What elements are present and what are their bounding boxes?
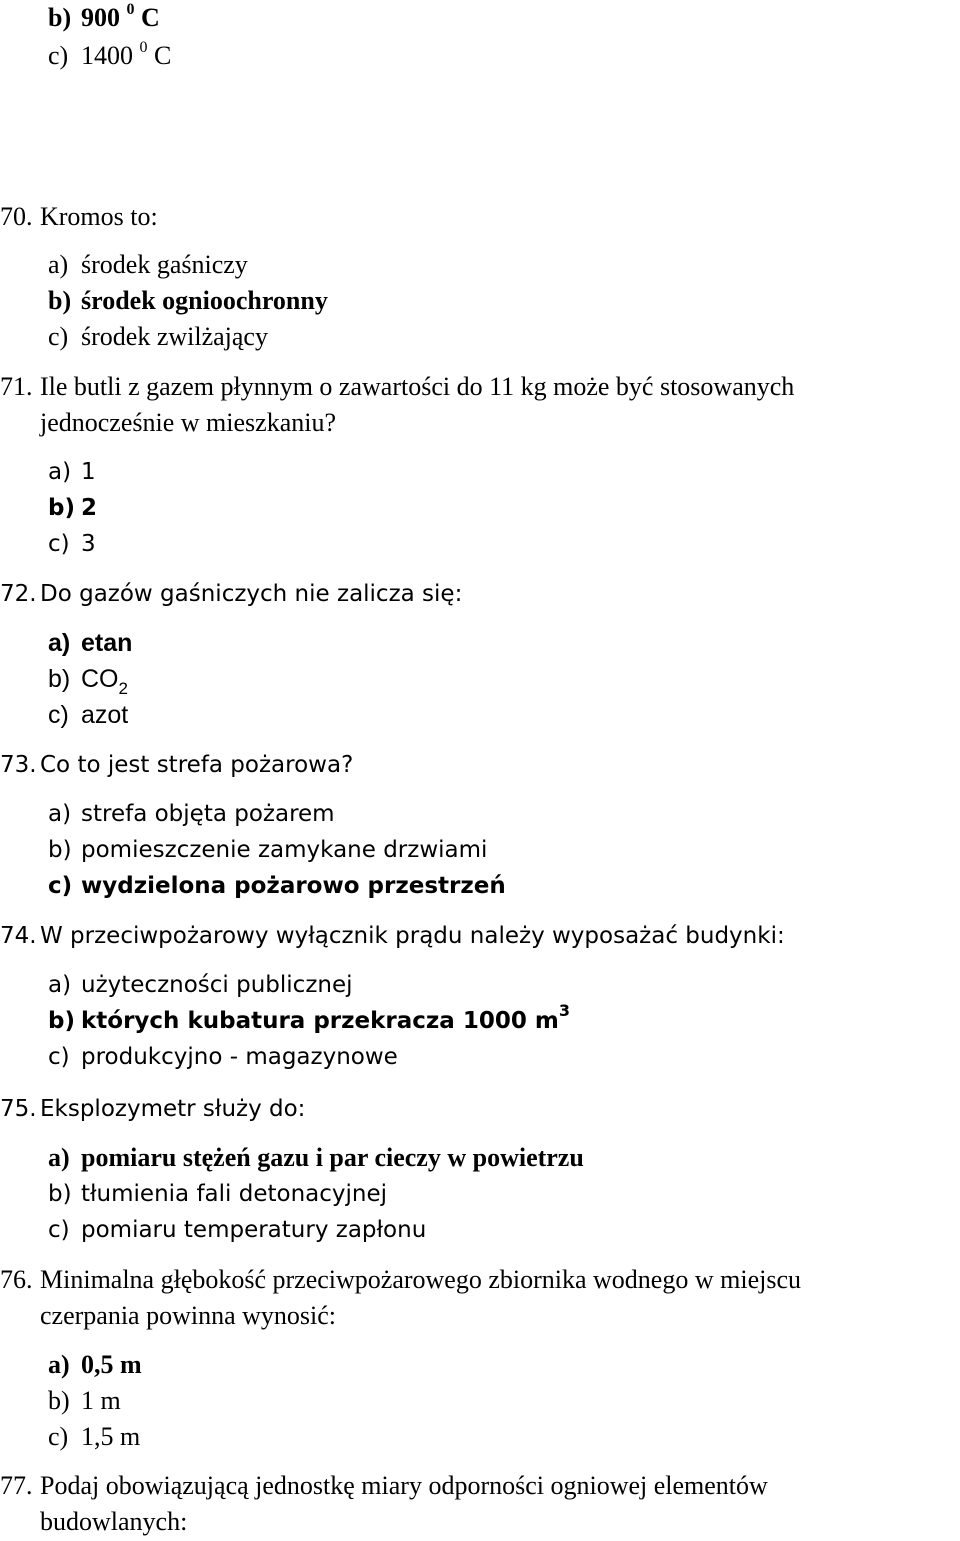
question-text: W przeciwpożarowy wyłącznik prądu należy wyposażać budynki: <box>40 923 785 949</box>
question-text: Do gazów gaśniczych nie zalicza się: <box>40 581 463 607</box>
answer-letter: a) <box>48 629 71 657</box>
answer-text: 2 <box>81 495 98 521</box>
answer-text: 0,5 m <box>81 1350 142 1379</box>
answer-option <box>48 661 128 700</box>
answer-letter: a) <box>48 1143 70 1172</box>
answer-letter: b) <box>48 286 72 315</box>
answer-option <box>48 0 160 40</box>
answer-letter: c) <box>48 1044 70 1070</box>
answer-letter: c) <box>48 1217 70 1243</box>
answer-text: pomieszczenie zamykane drzwiami <box>81 837 488 863</box>
answer-text: 1 <box>81 459 96 485</box>
answer-option-correct <box>48 1003 570 1041</box>
answer-text: których kubatura przekracza 1000 m <box>81 1008 559 1034</box>
answer-letter: a) <box>48 801 72 827</box>
question-text-continued: budowlanych: <box>40 1507 188 1536</box>
answer-text: 3 <box>81 531 96 557</box>
answer-option <box>48 1383 121 1419</box>
answer-letter: b) <box>48 665 71 693</box>
question-number: 76. <box>0 1265 33 1294</box>
answer-option <box>48 526 96 562</box>
question-text: Eksplozymetr służy do: <box>40 1096 306 1122</box>
question-heading <box>0 576 462 612</box>
question-heading <box>0 369 794 405</box>
answer-letter: a) <box>48 459 72 485</box>
answer-text: użyteczności publicznej <box>81 972 353 998</box>
question-number: 75. <box>0 1096 37 1122</box>
answer-superscript: 3 <box>558 1001 570 1020</box>
answer-text: strefa objęta pożarem <box>81 801 335 827</box>
answer-letter: b) <box>48 3 72 32</box>
answer-text: pomiaru stężeń gazu i par cieczy w powietrzu <box>81 1143 584 1172</box>
question-text: Minimalna głębokość przeciwpożarowego zbiornika wodnego w miejscu <box>40 1265 801 1294</box>
answer-letter: c) <box>48 1422 69 1451</box>
answer-superscript: 0 <box>139 39 148 56</box>
answer-letter: a) <box>48 1350 70 1379</box>
answer-text: CO <box>81 665 119 693</box>
question-heading <box>0 1262 801 1298</box>
answer-option-correct <box>48 1347 142 1383</box>
question-text: Co to jest strefa pożarowa? <box>40 752 354 778</box>
answer-unit: C <box>154 41 172 70</box>
answer-letter: b) <box>48 1181 72 1207</box>
answer-letter: c) <box>48 701 69 729</box>
answer-option <box>48 247 248 283</box>
question-heading <box>0 918 785 954</box>
question-number: 77. <box>0 1471 33 1500</box>
question-text-continued: jednocześnie w mieszkaniu? <box>40 408 336 437</box>
answer-option <box>48 832 487 868</box>
question-heading <box>0 199 158 235</box>
answer-superscript: 0 <box>126 1 135 18</box>
answer-text: 1 m <box>81 1386 121 1415</box>
answer-text: azot <box>81 701 129 729</box>
question-text: Kromos to: <box>40 202 158 231</box>
answer-letter: b) <box>48 495 75 521</box>
answer-text: środek zwilżający <box>81 322 268 351</box>
question-text-continued: czerpania powinna wynosić: <box>40 1301 337 1330</box>
answer-option <box>48 1419 140 1455</box>
answer-option-correct <box>48 283 328 319</box>
question-text: Ile butli z gazem płynnym o zawartości do 11 kg może być stosowanych <box>40 372 795 401</box>
question-number: 70. <box>0 202 33 231</box>
answer-letter: c) <box>48 873 73 899</box>
answer-letter: b) <box>48 1386 70 1415</box>
answer-text: środek gaśniczy <box>81 250 248 279</box>
question-heading <box>0 1468 768 1504</box>
answer-text: pomiaru temperatury zapłonu <box>81 1217 427 1243</box>
answer-letter: b) <box>48 837 72 863</box>
answer-text: produkcyjno - magazynowe <box>81 1044 398 1070</box>
answer-text: tłumienia fali detonacyjnej <box>81 1181 388 1207</box>
answer-letter: c) <box>48 531 70 557</box>
question-number: 71. <box>0 372 33 401</box>
answer-option-correct <box>48 868 506 904</box>
answer-option-correct <box>48 1140 584 1176</box>
answer-text: środek ognioochronny <box>81 286 328 315</box>
answer-option <box>48 1212 426 1248</box>
answer-option <box>48 1176 387 1212</box>
question-text: Podaj obowiązującą jednostkę miary odporności ogniowej elementów <box>40 1471 768 1500</box>
answer-option <box>48 319 268 355</box>
question-number: 73. <box>0 752 37 778</box>
question-heading <box>0 1091 305 1127</box>
answer-option <box>48 796 335 832</box>
question-number: 72. <box>0 581 37 607</box>
answer-text: 900 <box>81 3 120 32</box>
answer-option-correct <box>48 490 97 526</box>
answer-subscript: 2 <box>118 679 128 698</box>
answer-option <box>48 1039 398 1075</box>
question-number: 74. <box>0 923 37 949</box>
answer-letter: c) <box>48 322 69 351</box>
answer-text: 1,5 m <box>81 1422 141 1451</box>
answer-letter: c) <box>48 41 69 70</box>
answer-letter: b) <box>48 1008 75 1034</box>
question-heading <box>0 747 353 783</box>
answer-option <box>48 454 96 490</box>
answer-option <box>48 38 171 78</box>
answer-option <box>48 697 128 733</box>
answer-text: wydzielona pożarowo przestrzeń <box>81 873 506 899</box>
answer-unit: C <box>141 3 160 32</box>
answer-option-correct <box>48 625 132 661</box>
answer-option <box>48 967 353 1003</box>
answer-text: etan <box>81 629 133 657</box>
answer-letter: a) <box>48 972 72 998</box>
answer-text: 1400 <box>81 41 133 70</box>
answer-letter: a) <box>48 250 69 279</box>
